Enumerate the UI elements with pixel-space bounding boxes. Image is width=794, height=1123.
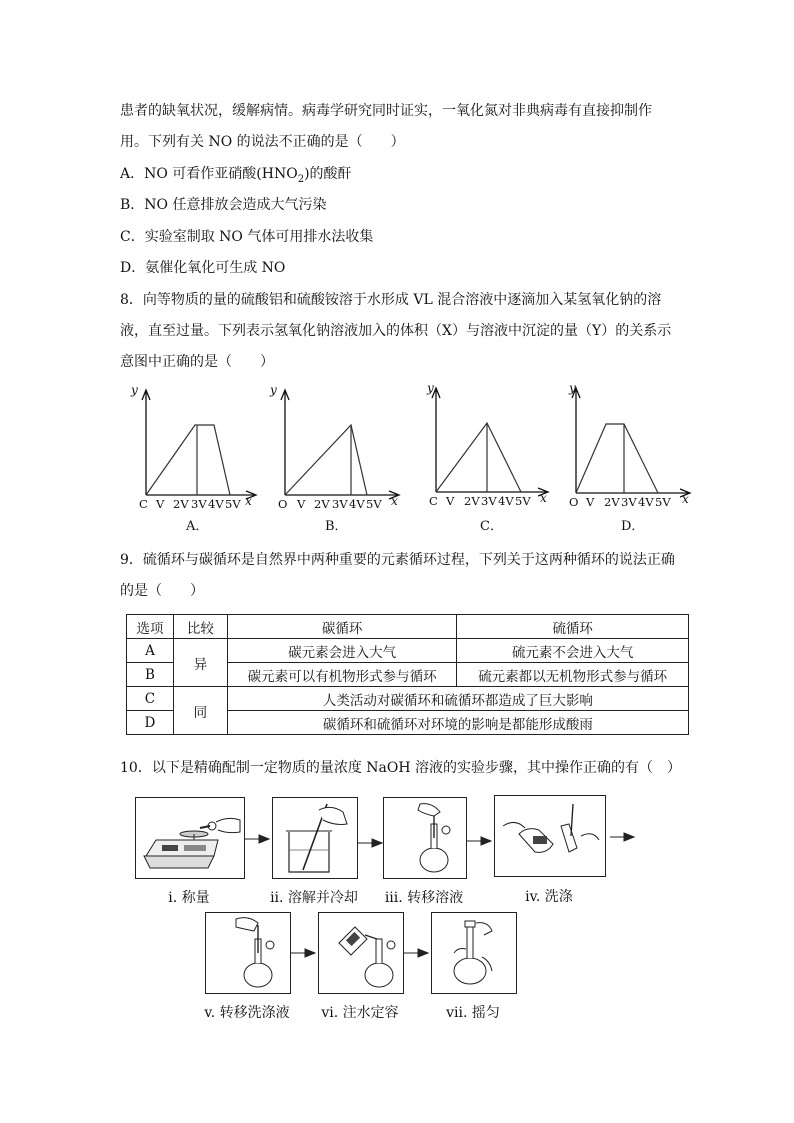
step-label: v. 转移洗涤液 (204, 1005, 290, 1021)
table-row (127, 639, 689, 663)
tick-v: V (156, 497, 165, 511)
tick-origin: O (278, 497, 288, 511)
y-axis-label: y (131, 383, 138, 397)
x-axis-label: x (682, 492, 689, 506)
tick-v: V (446, 494, 455, 508)
q8-graph-b (267, 380, 407, 540)
balance-icon (136, 798, 244, 878)
tick-3v: 3V (191, 497, 207, 511)
tick-3v: 3V (621, 495, 637, 509)
tick-origin: C (429, 494, 438, 508)
tick-2v: 2V (314, 497, 330, 511)
q7-option-d: D．氨催化氧化可生成 NO (120, 260, 286, 276)
graph-label: B． (325, 519, 348, 534)
beaker-illustration (272, 797, 358, 879)
tick-5v: 5V (655, 495, 671, 509)
header-sulfur: 硫循环 (457, 615, 689, 639)
q8-graph-d (566, 380, 696, 540)
tick-4v: 4V (638, 495, 654, 509)
beaker-icon (273, 798, 357, 878)
q9-comparison-table (126, 614, 689, 735)
tick-4v: 4V (208, 497, 224, 511)
q7-option-c: C．实验室制取 NO 气体可用排水法收集 (120, 229, 374, 245)
arrow-icon (245, 834, 271, 844)
tick-4v: 4V (498, 494, 514, 508)
flask-illustration (383, 797, 467, 879)
table-row (127, 687, 689, 711)
arrow-icon (610, 832, 636, 842)
tick-v: V (586, 495, 595, 509)
q8-line1: 8．向等物质的量的硫酸铝和硫酸铵溶于水形成 VL 混合溶液中逐滴加入某氢氧化钠的溶 (120, 292, 662, 308)
volumetric-flask-icon (384, 798, 466, 878)
volumetric-flask-icon (432, 913, 516, 993)
y-axis-label: y (427, 381, 434, 395)
q7-line2: 用。下列有关 NO 的说法不正确的是（ ） (120, 134, 405, 150)
row-sulfur: 硫元素不会进入大气 (457, 639, 689, 663)
flask-illustration (318, 912, 404, 994)
graph-label: C． (480, 519, 503, 534)
header-compare: 比较 (173, 615, 227, 639)
tick-origin: O (569, 495, 579, 509)
step-label: ii. 溶解并冷却 (270, 890, 358, 906)
tick-2v: 2V (604, 495, 620, 509)
row-merged: 碳循环和硫循环对环境的影响是都能形成酸雨 (227, 711, 688, 735)
tick-5v: 5V (225, 497, 241, 511)
row-carbon: 碳元素会进入大气 (227, 639, 457, 663)
row-option: D (127, 711, 174, 735)
row-sulfur: 硫元素都以无机物形式参与循环 (457, 663, 689, 687)
y-axis-label: y (569, 381, 576, 395)
q8-line3: 意图中正确的是（ ） (120, 354, 274, 370)
row-carbon: 碳元素可以有机物形式参与循环 (227, 663, 457, 687)
volumetric-flask-icon (206, 913, 290, 993)
row-option: B (127, 663, 174, 687)
q9-line1: 9．硫循环与碳循环是自然界中两种重要的元素循环过程，下列关于这两种循环的说法正确 (120, 552, 675, 568)
row-merged: 人类活动对碳循环和硫循环都造成了巨大影响 (227, 687, 688, 711)
flask-illustration (205, 912, 291, 994)
group-same: 同 (173, 687, 227, 735)
step-label: i. 称量 (168, 890, 210, 906)
tick-5v: 5V (515, 494, 531, 508)
tick-3v: 3V (332, 497, 348, 511)
y-axis-label: y (270, 383, 277, 397)
tick-5v: 5V (366, 497, 382, 511)
step-label: vii. 摇匀 (446, 1005, 500, 1021)
q7-option-b: B．NO 任意排放会造成大气污染 (120, 197, 327, 213)
q8-graph-c (424, 380, 554, 540)
balance-illustration (135, 797, 245, 879)
x-axis-label: x (540, 491, 547, 505)
arrow-icon (358, 838, 384, 848)
step-label: iv. 洗涤 (525, 889, 573, 905)
group-diff: 异 (173, 639, 227, 687)
tick-4v: 4V (349, 497, 365, 511)
q7-option-a: A．NO 可看作亚硝酸$(HNO_2)$的酸酐 (120, 166, 352, 185)
q7-line1: 患者的缺氧状况，缓解病情。病毒学研究同时证实，一氧化氮对非典病毒有直接抑制作 (120, 103, 652, 119)
header-option: 选项 (127, 615, 174, 639)
flask-illustration (431, 912, 517, 994)
graph-label: A． (186, 519, 209, 534)
table-header-row (127, 615, 689, 639)
header-carbon: 碳循环 (227, 615, 457, 639)
tick-origin: C (139, 497, 148, 511)
wash-bottle-illustration (494, 795, 606, 877)
step-label: vi. 注水定容 (321, 1005, 399, 1021)
tick-2v: 2V (173, 497, 189, 511)
row-option: A (127, 639, 174, 663)
x-axis-label: x (245, 494, 252, 508)
tick-3v: 3V (481, 494, 497, 508)
q8-line2: 液，直至过量。下列表示氢氧化钠溶液加入的体积（X）与溶液中沉淀的量（Y）的关系示 (120, 323, 672, 339)
wash-bottle-icon (495, 796, 605, 876)
graph-label: D． (621, 519, 645, 534)
row-option: C (127, 687, 174, 711)
tick-v: V (297, 497, 306, 511)
q9-line2: 的是（ ） (120, 583, 204, 599)
tick-2v: 2V (464, 494, 480, 508)
arrow-icon (404, 948, 430, 958)
volumetric-flask-icon (319, 913, 403, 993)
arrow-icon (467, 836, 493, 846)
q8-graph-a (128, 380, 258, 540)
arrow-icon (291, 948, 317, 958)
step-label: iii. 转移溶液 (384, 890, 464, 906)
q10-line1: 10．以下是精确配制一定物质的量浓度 NaOH 溶液的实验步骤，其中操作正确的有（ ） (120, 760, 681, 776)
x-axis-label: x (391, 494, 398, 508)
